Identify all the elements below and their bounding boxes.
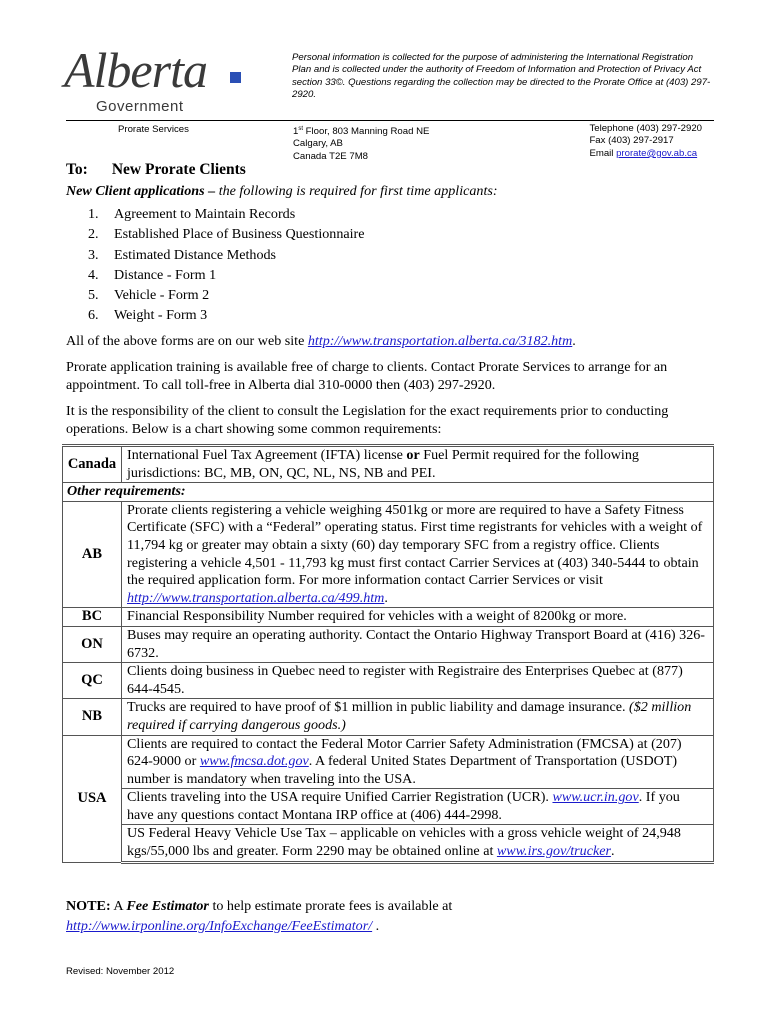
ab-requirement: Prorate clients registering a vehicle weighing 4501kg or more are required to have a Safety Fitness Certificate (SFC) with a “Federal” operating status. First time registrants for vehicles with a weight of 11,794 kg or greater may obtain a sixty (60) day temporary SFC from a registry office. Clients registering a vehicle 4,501 - 11,793 kg must first contact Carrier Services at (403) 340-5444 to obtain the required application form. For more information contact Carrier Services or visit http://www.transportation.alberta.ca/499.htm. xyxy=(122,501,714,608)
jurisdiction-ab: AB xyxy=(63,501,122,608)
responsibility-paragraph: It is the responsibility of the client to consult the Legislation for the exact requirements prior to conducting operations. Below is a chart showing some common requirements: xyxy=(66,403,669,437)
address-floor-number: 1 xyxy=(293,126,299,137)
recipient-title: New Prorate Clients xyxy=(111,161,246,178)
table-row xyxy=(63,825,714,862)
fee-estimator-term: Fee Estimator xyxy=(126,898,209,914)
header-divider xyxy=(66,120,714,121)
training-paragraph: Prorate application training is available free of charge to clients. Contact Prorate Services to arrange for an appointment. To call toll-free in Alberta dial 310-0000 then (403) 297-2920. xyxy=(66,359,668,393)
telephone: Telephone (403) 297-2920 xyxy=(589,123,702,134)
carrier-services-link[interactable]: http://www.transportation.alberta.ca/499.htm xyxy=(127,589,385,606)
list-item: 6. Weight - Form 3 xyxy=(88,307,208,324)
intro-heading: New Client applications – xyxy=(66,183,216,199)
list-item: 2. Established Place of Business Questionnaire xyxy=(88,226,365,243)
address-line1: Floor, 803 Manning Road NE xyxy=(303,126,430,137)
table-row xyxy=(63,483,714,502)
nb-requirement: Trucks are required to have proof of $1 million in public liability and damage insurance. ($2 million required if carrying dangerous goods.) xyxy=(122,699,714,735)
table-row xyxy=(63,789,714,825)
email-label: Email xyxy=(589,147,617,159)
forms-website-link[interactable]: http://www.transportation.alberta.ca/3182.htm xyxy=(307,333,573,349)
fee-estimator-note: NOTE: A Fee Estimator to help estimate prorate fees is available at http://www.irponline.org/InfoExchange/FeeEstimator/ . xyxy=(66,898,453,934)
new-client-intro xyxy=(66,183,498,200)
other-requirements-heading: Other requirements: xyxy=(63,483,714,502)
contact-info xyxy=(589,123,702,160)
table-row xyxy=(63,608,714,627)
fax: Fax (403) 297-2917 xyxy=(589,135,674,147)
recipient-line xyxy=(66,161,246,179)
jurisdiction-bc: BC xyxy=(63,608,122,627)
fmcsa-link[interactable]: www.fmcsa.dot.gov xyxy=(199,753,309,770)
address-floor-suffix: st xyxy=(298,126,304,132)
bc-requirement: Financial Responsibility Number required for vehicles with a weight of 8200kg or more. xyxy=(122,608,714,627)
jurisdiction-usa: USA xyxy=(63,735,122,862)
intro-text: the following is required for first time applicants: xyxy=(215,183,498,199)
revision-date: Revised: November 2012 xyxy=(66,966,175,977)
table-row xyxy=(63,699,714,735)
to-label: To: xyxy=(66,161,88,178)
unit-name: Prorate Services xyxy=(118,124,189,135)
list-item: 1. Agreement to Maintain Records xyxy=(88,206,296,222)
on-requirement: Buses may require an operating authority. Contact the Ontario Highway Transport Board at (416) 326-6732. xyxy=(122,626,714,662)
table-row xyxy=(63,446,714,483)
privacy-notice: Personal information is collected for the purpose of administering the International Registration Plan and is collected under the authority of Freedom of Information and Protection of Privacy Act section 33©. Questions regarding the collection may be directed to the Prorate Office at (403) 297-2920. xyxy=(292,52,711,100)
list-item: 5. Vehicle - Form 2 xyxy=(88,287,210,304)
address-line3: Canada T2E 7M8 xyxy=(293,150,369,162)
jurisdiction-qc: QC xyxy=(63,663,122,699)
usa-hvut-requirement: US Federal Heavy Vehicle Use Tax – applicable on vehicles with a gross vehicle weight of 24,948 kgs/55,000 lbs and greater. Form 2290 may be obtained online at www.irs.gov/trucker. xyxy=(122,825,714,862)
ucr-link[interactable]: www.ucr.in.gov xyxy=(552,789,639,806)
requirements-list xyxy=(88,204,365,326)
forms-paragraph: All of the above forms are on our web site http://www.transportation.alberta.ca/3182.htm. xyxy=(66,333,576,349)
address-line2: Calgary, AB xyxy=(293,138,343,150)
irs-trucker-link[interactable]: www.irs.gov/trucker xyxy=(496,843,611,860)
logo-subtitle: Government xyxy=(96,98,184,115)
canada-requirement: International Fuel Tax Agreement (IFTA) license or Fuel Permit required for the following jurisdictions: BC, MB, ON, QC, NL, NS, NB and PEI. xyxy=(122,446,714,483)
list-item: 4. Distance - Form 1 xyxy=(88,266,217,283)
list-item: 3. Estimated Distance Methods xyxy=(88,246,277,263)
logo-wordmark: Alberta xyxy=(64,42,207,98)
usa-fmcsa-requirement: Clients are required to contact the Federal Motor Carrier Safety Administration (FMCSA) at (207) 624-9000 or www.fmcsa.dot.gov. A federal United States Department of Transportation (USDOT) number is mandatory when traveling into the USA. xyxy=(122,735,714,789)
alberta-government-logo xyxy=(64,42,264,120)
logo-blue-square-icon xyxy=(230,72,241,83)
email-link[interactable]: prorate@gov.ab.ca xyxy=(616,147,698,159)
requirements-table xyxy=(62,444,714,864)
table-row xyxy=(63,501,714,608)
jurisdiction-canada: Canada xyxy=(63,446,122,483)
table-row xyxy=(63,735,714,789)
table-row xyxy=(63,626,714,662)
note-label: NOTE: xyxy=(66,898,111,914)
office-address xyxy=(293,123,429,163)
jurisdiction-on: ON xyxy=(63,626,122,662)
usa-ucr-requirement: Clients traveling into the USA require Unified Carrier Registration (UCR). www.ucr.in.gov. If you have any questions contact Montana IRP office at (406) 444-2998. xyxy=(122,789,714,825)
fee-estimator-link[interactable]: http://www.irponline.org/InfoExchange/FeeEstimator/ xyxy=(66,918,373,934)
qc-requirement: Clients doing business in Quebec need to register with Registraire des Enterprises Quebec at (877) 644-4545. xyxy=(122,663,714,699)
jurisdiction-nb: NB xyxy=(63,699,122,735)
table-row xyxy=(63,663,714,699)
